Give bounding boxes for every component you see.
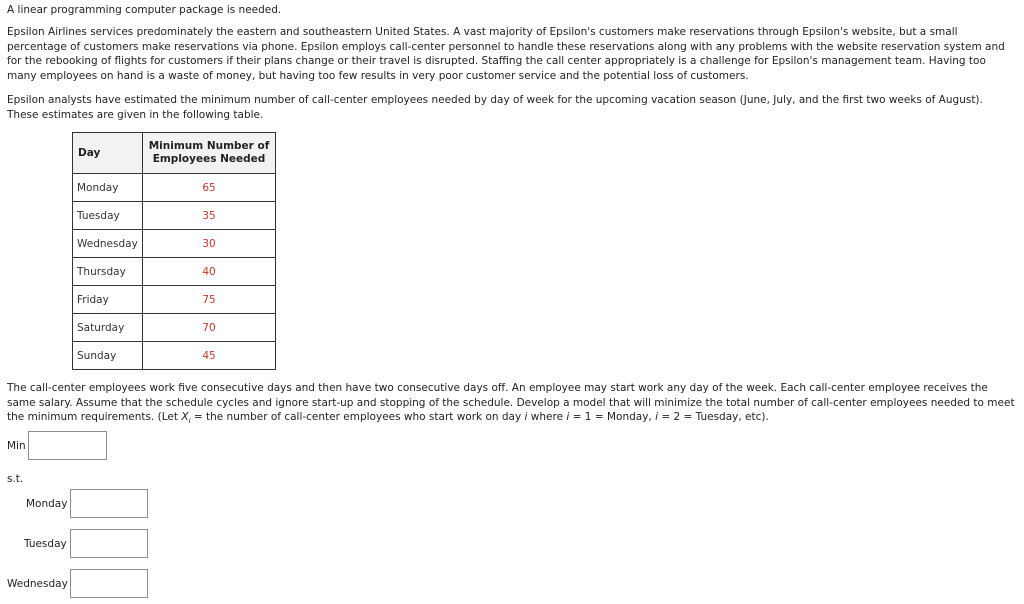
min-cell: 30	[143, 230, 276, 258]
day-cell: Thursday	[73, 258, 143, 286]
min-cell: 35	[143, 202, 276, 230]
table-header-row	[73, 133, 276, 174]
table-row	[73, 314, 276, 342]
constraint-label-tuesday: Tuesday	[24, 538, 67, 550]
table-row	[73, 174, 276, 202]
day-cell: Sunday	[73, 342, 143, 370]
model-text-part2: = the number of call-center employees who start work on day	[190, 411, 525, 423]
header-day: Day	[73, 133, 143, 174]
model-paragraph	[7, 381, 1016, 429]
min-cell: 75	[143, 286, 276, 314]
table-row	[73, 342, 276, 370]
min-label: Min	[7, 440, 26, 452]
header-min-employees	[143, 133, 276, 174]
var-i: i	[566, 411, 570, 423]
constraint-label-wednesday: Wednesday	[7, 578, 68, 590]
requirements-table	[72, 132, 276, 370]
analysts-paragraph: Epsilon analysts have estimated the minimum number of call-center employees needed by day of week for the upcoming vacation season (June, July, and the first two weeks of August). These estimates are given in the following table.	[7, 94, 983, 121]
model-text-part5: = 2 = Tuesday, etc).	[658, 411, 769, 423]
constraint-input-tuesday[interactable]	[70, 529, 148, 558]
model-text-part3: where	[527, 411, 567, 423]
min-cell: 70	[143, 314, 276, 342]
var-i: i	[655, 411, 659, 423]
header-min-line1: Minimum Number of	[148, 140, 270, 152]
min-cell: 65	[143, 174, 276, 202]
min-cell: 45	[143, 342, 276, 370]
constraint-input-wednesday[interactable]	[70, 569, 148, 598]
day-cell: Wednesday	[73, 230, 143, 258]
intro-paragraph: Epsilon Airlines services predominately the eastern and southeastern United States. A vast majority of Epsilon's customers make reservations through Epsilon's website, but a small percentage of customers make reservations via phone. Epsilon employs call-center personnel to handle these reservations along with any problems with the website reservation system and for the rebooking of flights for customers if their plans change or their travel is disrupted. Staffing the call center appropriately is a challenge for Epsilon's management team. Having too many employees on hand is a waste of money, but having too few results in very poor customer service and the potential loss of customers.	[7, 26, 1005, 82]
constraint-input-monday[interactable]	[70, 489, 148, 518]
header-min-line2: Employees Needed	[152, 153, 266, 165]
day-cell: Tuesday	[73, 202, 143, 230]
var-i-subscript: i	[188, 417, 191, 426]
model-text-part4: = 1 = Monday,	[569, 411, 656, 423]
objective-input[interactable]	[28, 431, 107, 460]
st-label: s.t.	[7, 473, 24, 485]
var-x: X	[181, 411, 189, 423]
table-row	[73, 230, 276, 258]
table-row	[73, 202, 276, 230]
constraint-label-monday: Monday	[26, 498, 68, 510]
day-cell: Friday	[73, 286, 143, 314]
var-i: i	[524, 411, 528, 423]
day-cell: Monday	[73, 174, 143, 202]
day-cell: Saturday	[73, 314, 143, 342]
table-row	[73, 286, 276, 314]
model-text-part1: The call-center employees work five consecutive days and then have two consecutive days off. An employee may start work any day of the week. Each call-center employee receives the same salary. Assume that the schedule cycles and ignore start-up and stopping of the schedule. Develop a model that will minimize the total number of call-center employees needed to meet the minimum requirements. (Let	[7, 382, 1015, 423]
min-cell: 40	[143, 258, 276, 286]
table-row	[73, 258, 276, 286]
header-text: A linear programming computer package is needed.	[7, 4, 282, 16]
